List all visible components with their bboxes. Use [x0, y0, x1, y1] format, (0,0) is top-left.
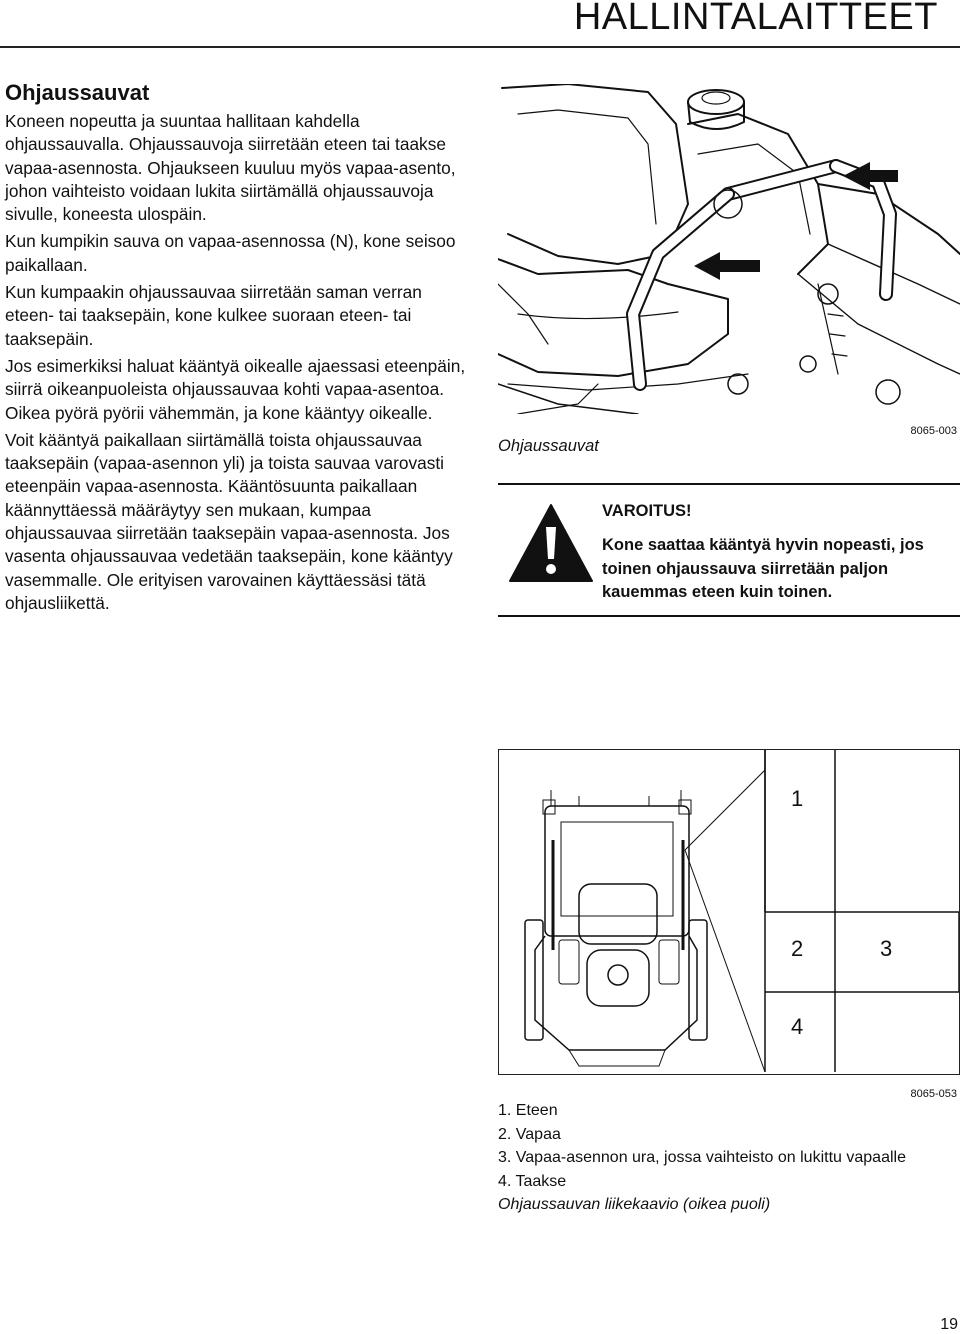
figure1-caption: Ohjaussauvat	[498, 437, 599, 455]
warning-triangle-icon	[508, 503, 594, 583]
lever-motion-diagram	[498, 749, 960, 1075]
header-rule	[0, 46, 960, 48]
gate-label-4: 4	[791, 1014, 804, 1039]
legend-item-4: 4. Taakse	[498, 1172, 567, 1190]
figure1-code: 8065-003	[910, 425, 957, 437]
paragraph-1: Koneen nopeutta ja suuntaa hallitaan kahdella ohjaussauvalla. Ohjaussauvoja siirretään eteen tai taakse vapaa-asennosta. Ohjaukseen kuuluu myös vapaa-asento, johon vaihteisto voidaan lukita siirtämällä ohjaussauvoja sivulle, koneesta ulospäin.	[5, 111, 456, 225]
paragraph-3: Kun kumpaakin ohjaussauvaa siirretään saman verran eteen- tai taaksepäin, kone kulkee suoraan eteen- tai taaksepäin.	[5, 282, 422, 349]
gate-label-2: 2	[791, 936, 804, 961]
gate-label-3: 3	[880, 936, 893, 961]
warning-title: VAROITUS!	[602, 502, 692, 520]
page-header-title: HALLINTALAITTEET	[573, 0, 938, 38]
warning-box	[498, 483, 960, 617]
page-number: 19	[940, 1316, 958, 1333]
gate-label-1: 1	[791, 786, 804, 811]
paragraph-2: Kun kumpikin sauva on vapaa-asennossa (N), kone seisoo paikallaan.	[5, 231, 456, 275]
body-text	[5, 110, 475, 619]
warning-text: Kone saattaa kääntyä hyvin nopeasti, jos toinen ohjaussauva siirretään paljon kauemmas eteen kuin toinen.	[602, 536, 924, 601]
paragraph-4: Jos esimerkiksi haluat kääntyä oikealle ajaessasi eteenpäin, siirrä oikeanpuoleista ohjaussauvaa kohti vapaa-asentoa. Oikea pyörä pyörii vähemmän, ja kone kääntyy oikealle.	[5, 355, 466, 423]
legend-item-1: 1. Eteen	[498, 1102, 558, 1119]
legend-item-3: 3. Vapaa-asennon ura, jossa vaihteisto on lukittu vapaalle	[498, 1149, 906, 1166]
figure2-legend	[498, 1099, 906, 1217]
section-title: Ohjaussauvat	[5, 80, 150, 105]
figure2-caption: Ohjaussauvan liikekaavio (oikea puoli)	[498, 1196, 771, 1213]
figure2-code: 8065-053	[910, 1088, 957, 1100]
paragraph-5: Voit kääntyä paikallaan siirtämällä toista ohjaussauvaa taaksepäin (vapaa-asennon yli) ja toista sauvaa varovasti eteenpäin vapaa-asennosta. Kääntösuunta paikallaan käännyttäessä määräytyy sen mukaan, kumpaa ohjaussauvaa siirretään taaksepäin vapaa-asennosta. Jos vasenta ohjaussauvaa vedetään taaksepäin, kone kääntyy vasemmalle. Ole erityisen varovainen käyttäessäsi tätä ohjausliikettä.	[5, 429, 453, 613]
machine-top-view	[525, 790, 707, 1066]
legend-item-2: 2. Vapaa	[498, 1125, 561, 1143]
steering-levers-illustration	[498, 84, 960, 414]
